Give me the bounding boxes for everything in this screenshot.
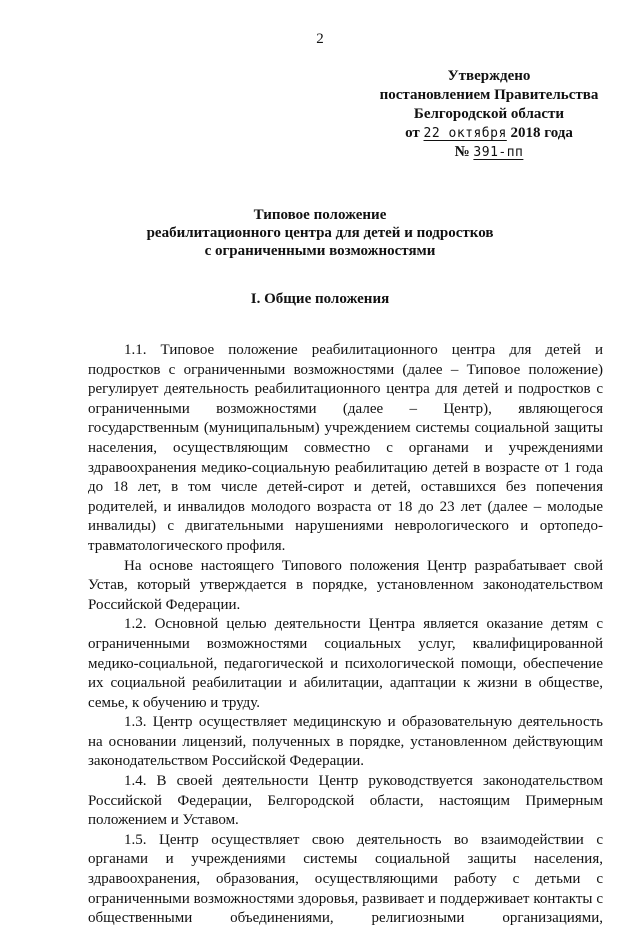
- approval-number-handwritten: 391-пп: [473, 145, 524, 160]
- section-heading: I. Общие положения: [250, 291, 390, 307]
- approval-number-line: [378, 143, 600, 162]
- approval-date-year: 2018 года: [510, 125, 573, 141]
- approval-line-region: Белгородской области: [413, 106, 565, 122]
- approval-date-prefix: от: [405, 125, 420, 141]
- paragraph-1-2: 1.2. Основной целью деятельности Центра является оказание детям с ограниченными возможностями социальных услуг, квалифицированной медико-социальной, педагогической и психологической помощи, обеспечение их социальной реабилитации и абилитации, адаптации к жизни в обществе, семье, к обучению и труду.: [88, 616, 603, 711]
- approval-number-prefix: №: [454, 144, 470, 160]
- approval-date-line: [378, 124, 600, 143]
- title-line-3: с ограниченными возможностями: [204, 243, 436, 259]
- paragraph-charter: На основе настоящего Типового положения Центр разрабатывает свой Устав, который утверждается в порядке, установленном законодательством Российской Федерации.: [88, 557, 603, 613]
- title-line-1: Типовое положение: [253, 207, 387, 223]
- page-number: 2: [316, 31, 324, 47]
- document-title: [0, 206, 640, 260]
- paragraph-1-3: 1.3. Центр осуществляет медицинскую и образовательную деятельность на основании лицензий, полученных в порядке, установленном действующим законодательством Российской Федерации.: [88, 714, 603, 770]
- approval-date-handwritten: 22 октября: [423, 126, 507, 141]
- body-text: [88, 341, 603, 929]
- approval-line-approved: Утверждено: [447, 68, 531, 84]
- paragraph-1-4: 1.4. В своей деятельности Центр руководствуется законодательством Российской Федерации, Белгородской области, настоящим Примерным положением и Уставом.: [88, 773, 603, 829]
- paragraph-1-1: 1.1. Типовое положение реабилитационного центра для детей и подростков с ограниченными возможностями (далее – Типовое положение) регулирует деятельность реабилитационного центра для детей и подростков с ограниченными возможностями (далее – Центр), являющегося государственным (муниципальным) учреждением системы социальной защиты населения, осуществляющим совместно с органами и учреждениями здравоохранения медико-социальную реабилитацию детей в возрасте от 1 года до 18 лет, в том числе детей-сирот и детей, оставшихся без попечения родителей, и инвалидов молодого возраста от 18 до 23 лет (далее – молодые инвалиды) с двигательными нарушениями неврологического и ортопедо-травматологического профиля.: [88, 342, 603, 554]
- approval-line-decree: постановлением Правительства: [379, 87, 599, 103]
- approval-stamp: [378, 67, 600, 162]
- paragraph-1-5: 1.5. Центр осуществляет свою деятельность во взаимодействии с органами и учреждениями системы социальной защиты населения, здравоохранения, образования, осуществляющими работу с детьми с ограниченными возможностями здоровья, развивает и поддерживает контакты с общественными объединениями, религиозными организациями,: [88, 831, 603, 927]
- title-line-2: реабилитационного центра для детей и подростков: [146, 225, 494, 241]
